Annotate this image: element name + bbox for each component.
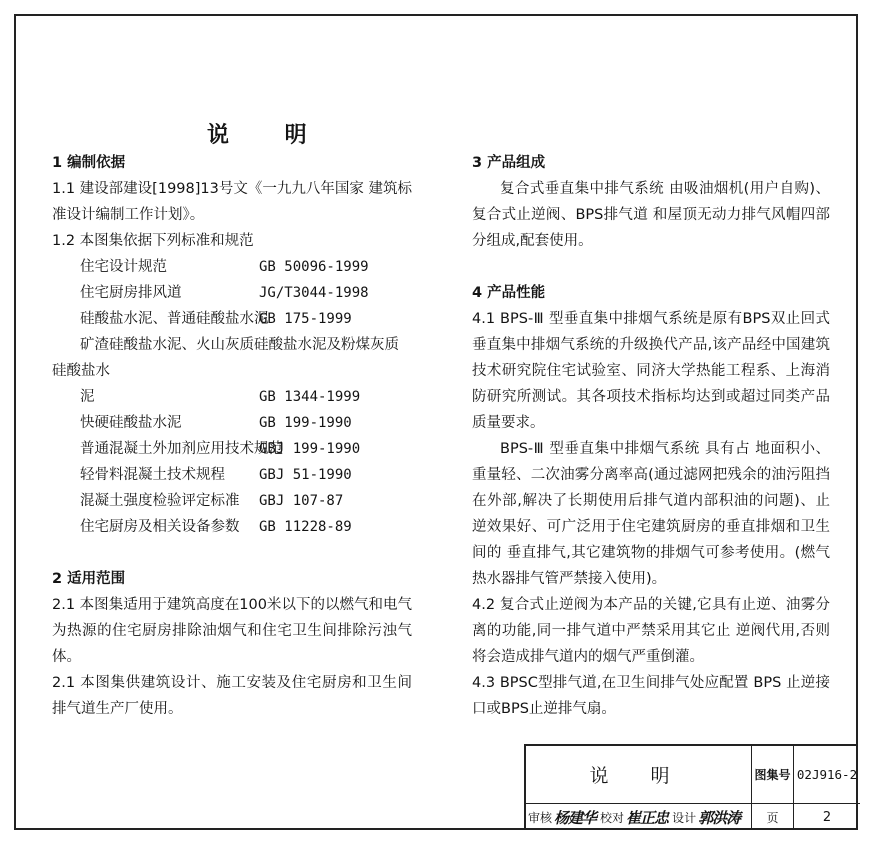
standard-code: GBJ 51-1990 bbox=[259, 467, 352, 483]
standard-name: 普通混凝土外加剂应用技术规范 bbox=[80, 441, 283, 457]
standard-code: GB 199-1990 bbox=[259, 415, 352, 431]
clause-4-3: 4.3 BPSC型排气道,在卫生间排气处应配置 BPS 止逆接口或BPS止逆排气扇。 bbox=[472, 675, 830, 717]
standard-code: GB 175-1999 bbox=[259, 311, 352, 327]
title-block-title: 说 明 bbox=[526, 746, 752, 804]
standard-name: 快硬硅酸盐水泥 bbox=[80, 415, 182, 431]
standard-name: 住宅厨房排风道 bbox=[80, 285, 182, 301]
section-3-body: 复合式垂直集中排气系统 由吸油烟机(用户自购)、复合式止逆阀、BPS排气道 和屋顶无动力排气风帽四部分组成,配套使用。 bbox=[472, 181, 830, 249]
standard-code: GB 11228-89 bbox=[259, 519, 352, 535]
clause-2-1: 2.1 本图集适用于建筑高度在100米以下的以燃气和电气为热源的住宅厨房排除油烟气和住宅卫生间排除污浊气体。 bbox=[52, 597, 412, 665]
section-1-heading: 1 编制依据 bbox=[52, 155, 126, 171]
standard-row bbox=[52, 280, 412, 306]
clause-2-2: 2.1 本图集供建筑设计、施工安装及住宅厨房和卫生间排气道生产厂使用。 bbox=[52, 675, 412, 717]
standard-code: GBJ 107-87 bbox=[259, 493, 344, 509]
clause-1-2: 1.2 本图集依据下列标准和规范 bbox=[52, 233, 254, 249]
standard-row bbox=[52, 514, 412, 540]
standard-row bbox=[52, 384, 412, 410]
standard-row bbox=[52, 488, 412, 514]
standard-name: 泥 bbox=[80, 389, 95, 405]
standard-name: 住宅厨房及相关设备参数 bbox=[80, 519, 240, 535]
standard-code: JG/T3044-1998 bbox=[259, 285, 369, 301]
section-3-heading: 3 产品组成 bbox=[472, 155, 546, 171]
left-column bbox=[52, 150, 412, 722]
review-label: 审核 bbox=[528, 810, 553, 825]
page-label: 页 bbox=[752, 804, 794, 830]
title-block bbox=[524, 744, 858, 830]
section-2-heading: 2 适用范围 bbox=[52, 571, 126, 587]
signature-row bbox=[526, 804, 752, 830]
clause-1-1: 1.1 建设部建设[1998]13号文《一九九八年国家 建筑标准设计编制工作计划》。 bbox=[52, 181, 412, 223]
standard-row bbox=[52, 436, 412, 462]
standard-row bbox=[52, 254, 412, 280]
standard-row bbox=[52, 462, 412, 488]
standard-code: GB 50096-1999 bbox=[259, 259, 369, 275]
standard-name: 轻骨料混凝土技术规程 bbox=[80, 467, 225, 483]
standard-name: 混凝土强度检验评定标准 bbox=[80, 493, 240, 509]
standard-name: 硅酸盐水泥、普通硅酸盐水泥 bbox=[80, 311, 269, 327]
standard-name: 住宅设计规范 bbox=[80, 259, 167, 275]
review-signature: 杨建华 bbox=[554, 808, 597, 827]
design-signature: 郭洪涛 bbox=[698, 808, 741, 827]
standard-code: GBJ 199-1990 bbox=[259, 441, 361, 457]
right-column bbox=[472, 150, 830, 722]
standard-code: GB 1344-1999 bbox=[259, 389, 361, 405]
page-title: 说 明 bbox=[207, 123, 331, 148]
standard-name-long: 矿渣硅酸盐水泥、火山灰质硅酸盐水泥及粉煤灰质硅酸盐水 bbox=[52, 337, 399, 379]
clause-4-2: 4.2 复合式止逆阀为本产品的关键,它具有止逆、油雾分离的功能,同一排气道中严禁采用其它止 逆阀代用,否则将会造成排气道内的烟气严重倒灌。 bbox=[472, 597, 830, 665]
clause-4-1-continued: BPS-Ⅲ 型垂直集中排烟气系统 具有占 地面积小、重量轻、二次油雾分离率高(通过滤网把残余的油污阻挡在外部,解决了长期使用后排气道内部积油的问题)、止逆效果好、可广泛用于住宅建筑厨房的垂直排烟和卫生间的 垂直排气,其它建筑物的排烟气可参考使用。(燃气热水器排气管严禁接入使用)。 bbox=[472, 441, 830, 587]
page-number: 2 bbox=[822, 809, 832, 825]
design-label: 设计 bbox=[672, 810, 697, 825]
atlas-number-label: 图集号 bbox=[752, 746, 794, 804]
check-label: 校对 bbox=[600, 810, 625, 825]
standard-row bbox=[52, 410, 412, 436]
check-signature: 崔正忠 bbox=[626, 808, 669, 827]
clause-4-1: 4.1 BPS-Ⅲ 型垂直集中排烟气系统是原有BPS双止回式垂直集中排烟气系统的升级换代产品,该产品经中国建筑技术研究院住宅试验室、同济大学热能工程系、上海消防研究所测试。其各项技术指标均达到或超过同类产品质量要求。 bbox=[472, 311, 830, 431]
atlas-number: 02J916-2 bbox=[794, 746, 860, 804]
standard-row bbox=[52, 306, 412, 332]
section-4-heading: 4 产品性能 bbox=[472, 285, 546, 301]
